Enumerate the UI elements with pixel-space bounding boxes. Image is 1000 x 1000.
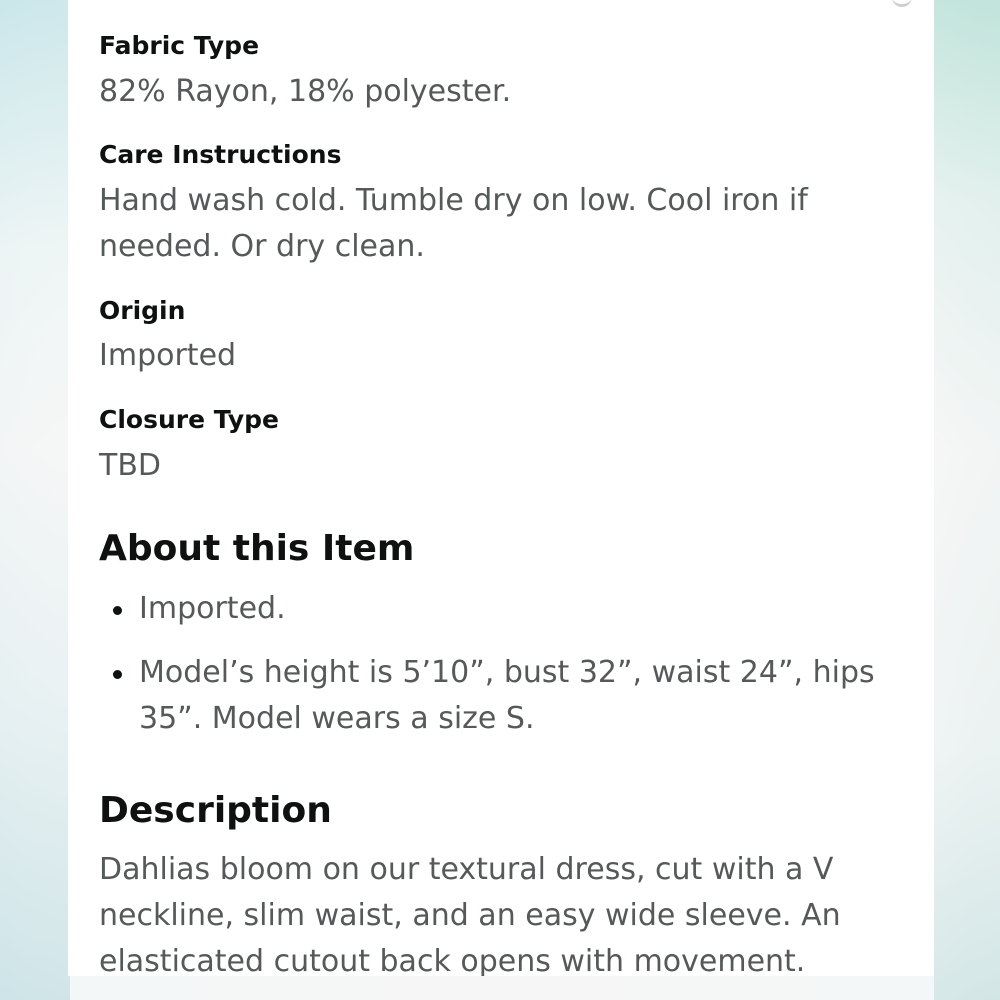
origin-label: Origin [99, 296, 186, 325]
fabric-type-value: 82% Rayon, 18% polyester. [99, 74, 512, 109]
about-bullet-text: Imported. [139, 591, 286, 626]
background-glow-right [934, 0, 1000, 1000]
bullet-icon [113, 670, 122, 679]
closure-type-value: TBD [99, 448, 162, 483]
bullet-icon [113, 606, 122, 615]
origin-value: Imported [99, 338, 237, 373]
about-bullet-text: Model’s height is 5’10”, bust 32”, waist 24”, hips 35”. Model wears a size S. [139, 655, 875, 736]
care-instructions-label: Care Instructions [99, 140, 342, 169]
closure-type-label: Closure Type [99, 405, 279, 434]
about-section-heading: About this Item [99, 528, 415, 569]
description-text: Dahlias bloom on our textural dress, cut with a V neckline, slim waist, and an easy wide sleeve. An elasticated cutout back opens with movement. [99, 852, 841, 976]
fabric-type-label: Fabric Type [99, 31, 260, 60]
description-heading: Description [99, 790, 332, 831]
partial-icon [892, 0, 912, 7]
background-glow-left [0, 0, 70, 1000]
product-details-card [68, 0, 934, 976]
care-instructions-value: Hand wash cold. Tumble dry on low. Cool iron if needed. Or dry clean. [99, 183, 808, 264]
